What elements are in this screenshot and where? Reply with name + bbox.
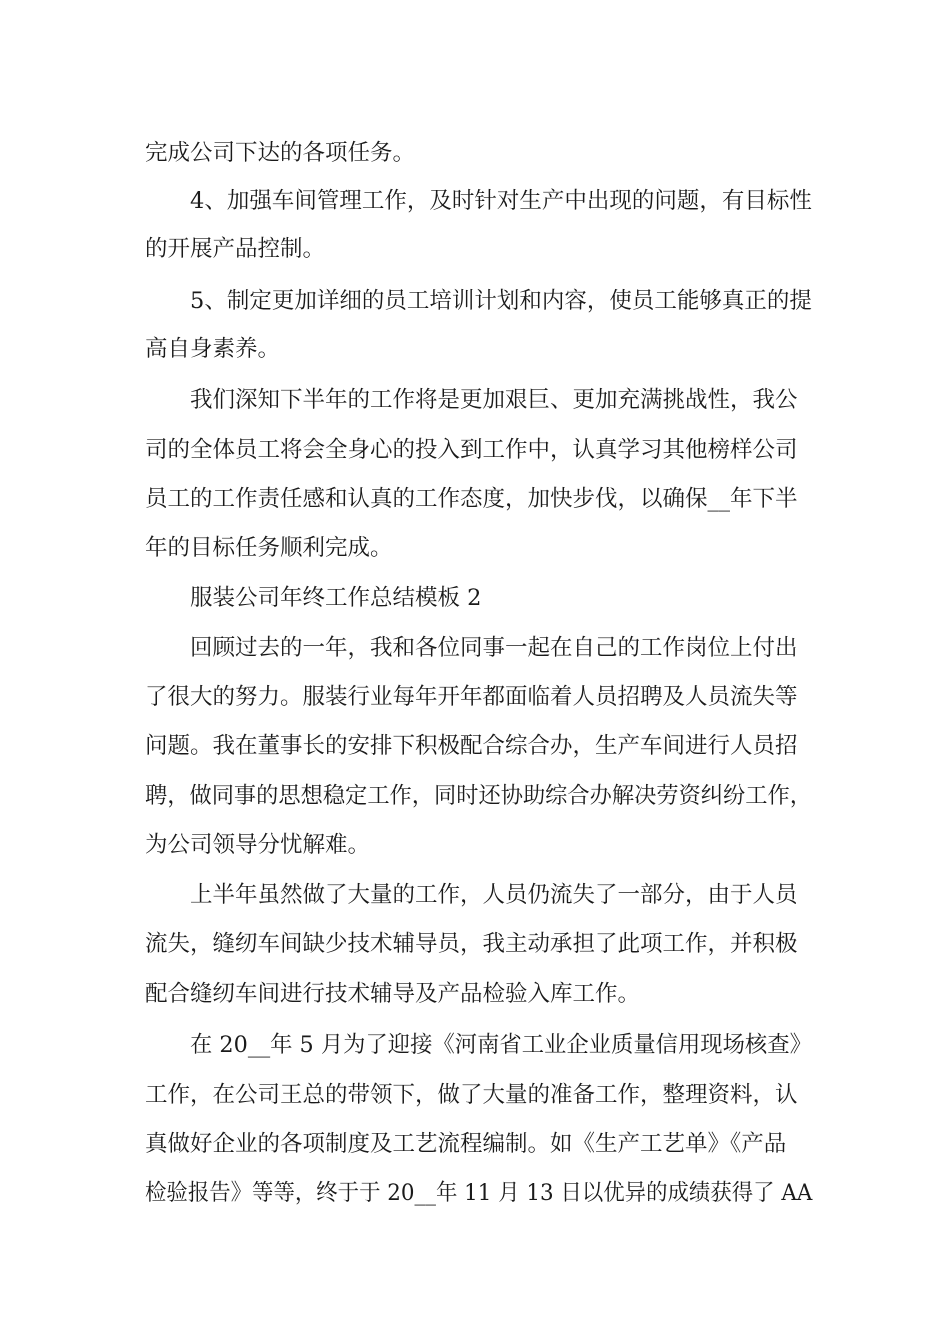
text-line: 员工的工作责任感和认真的工作态度，加快步伐，以确保__年下半 [145, 486, 798, 512]
text-line: 问题。我在董事长的安排下积极配合综合办，生产车间进行人员招 [145, 733, 798, 759]
text-line: 司的全体员工将会全身心的投入到工作中，认真学习其他榜样公司 [145, 437, 798, 463]
text-line: 在 20__年 5 月为了迎接《河南省工业企业质量信用现场核查》 [190, 1032, 812, 1058]
text-line: 配合缝纫车间进行技术辅导及产品检验入库工作。 [145, 981, 641, 1007]
text-line: 了很大的努力。服装行业每年开年都面临着人员招聘及人员流失等 [145, 684, 798, 710]
text-line: 4、加强车间管理工作，及时针对生产中出现的问题，有目标性 [190, 188, 812, 214]
text-line: 回顾过去的一年，我和各位同事一起在自己的工作岗位上付出 [190, 635, 798, 661]
text-line: 检验报告》等等，终于于 20__年 11 月 13 日以优异的成绩获得了 AA [145, 1180, 813, 1206]
section-heading: 服装公司年终工作总结模板 2 [190, 585, 482, 611]
text-line: 上半年虽然做了大量的工作，人员仍流失了一部分，由于人员 [190, 882, 798, 908]
text-line: 真做好企业的各项制度及工艺流程编制。如《生产工艺单》《产品 [145, 1131, 787, 1157]
text-line: 为公司领导分忧解难。 [145, 832, 371, 858]
text-line: 5、制定更加详细的员工培训计划和内容，使员工能够真正的提 [190, 288, 812, 314]
text-line: 高自身素养。 [145, 336, 281, 362]
text-line: 工作，在公司王总的带领下，做了大量的准备工作，整理资料，认 [145, 1082, 798, 1108]
text-line: 流失，缝纫车间缺少技术辅导员，我主动承担了此项工作，并积极 [145, 931, 798, 957]
text-line: 年的目标任务顺利完成。 [145, 535, 393, 561]
text-line: 聘，做同事的思想稳定工作，同时还协助综合办解决劳资纠纷工作， [145, 783, 812, 809]
text-line: 完成公司下达的各项任务。 [145, 140, 416, 166]
text-line: 的开展产品控制。 [145, 236, 326, 262]
text-line: 我们深知下半年的工作将是更加艰巨、更加充满挑战性，我公 [190, 387, 798, 413]
